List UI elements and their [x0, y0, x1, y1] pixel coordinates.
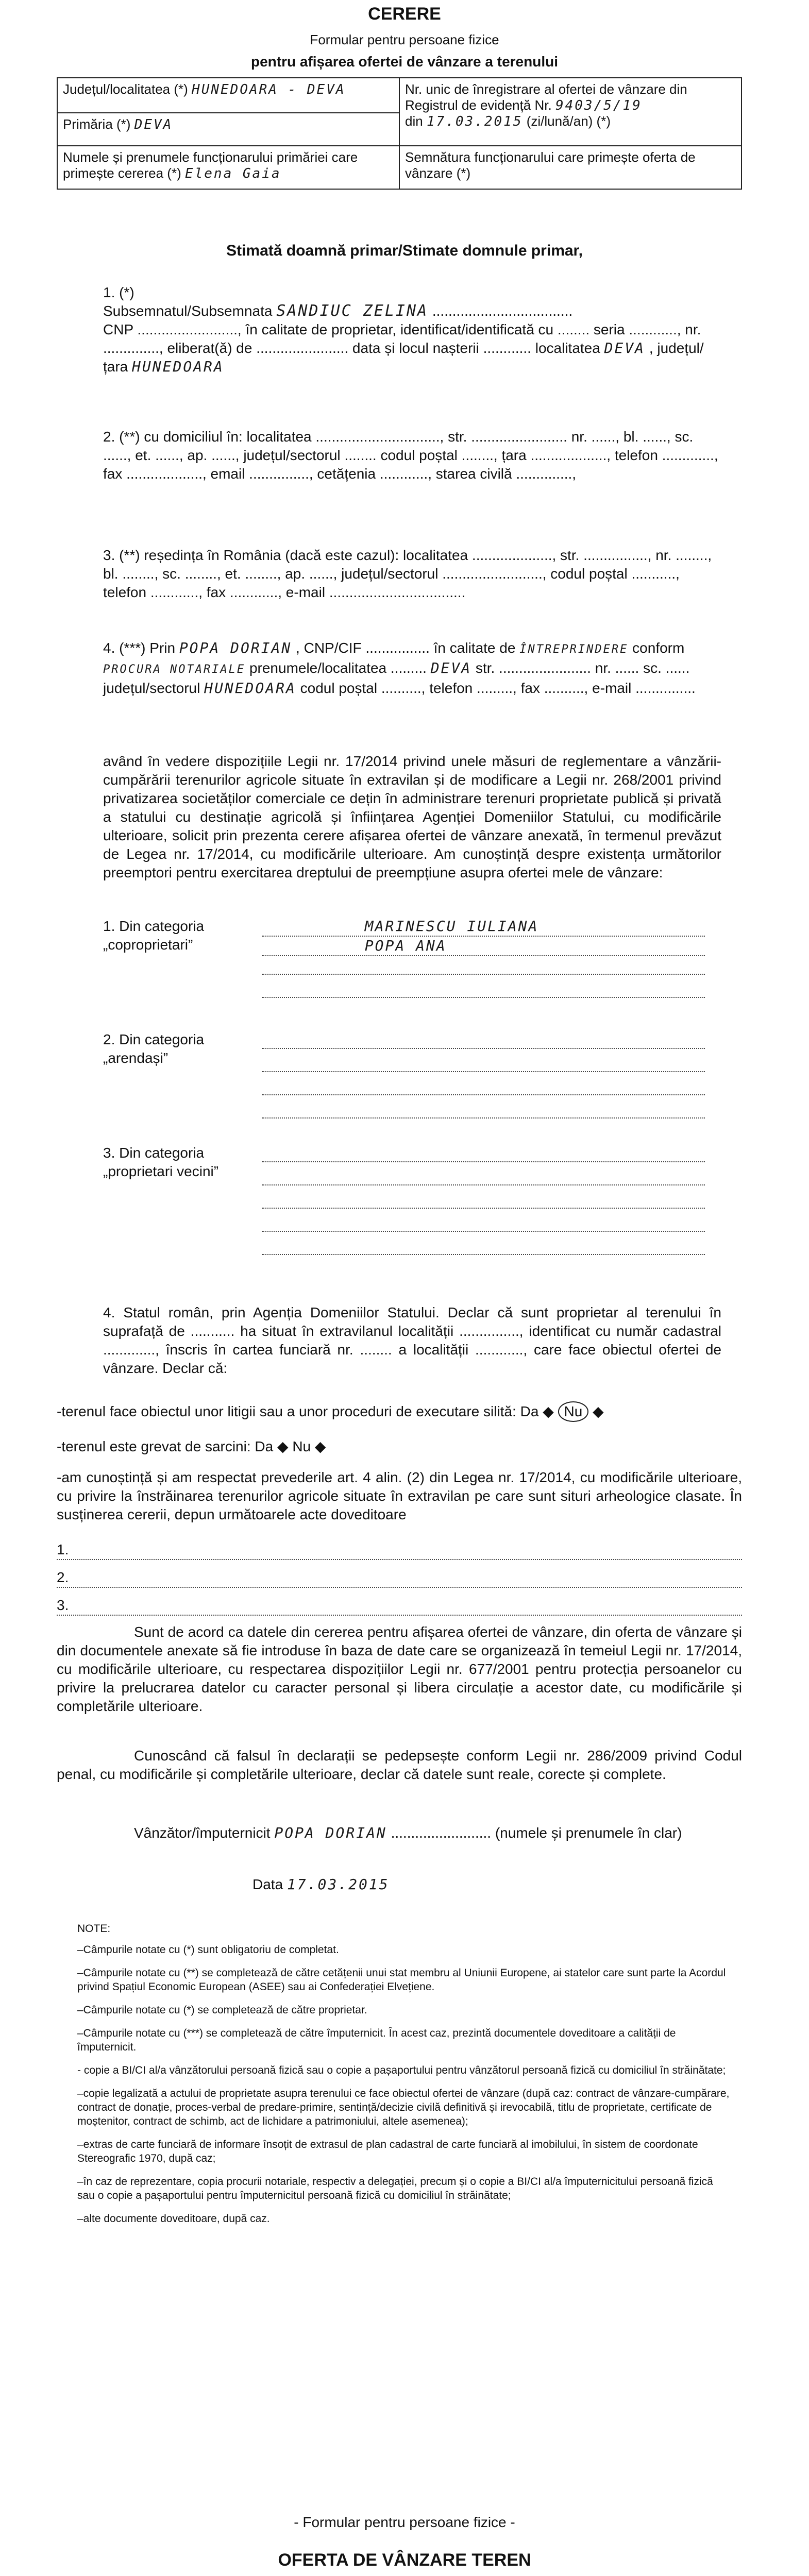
s4-conform: conform: [632, 640, 685, 656]
primaria-cell: [57, 113, 399, 146]
subsemnatul-label: Subsemnatul/Subsemnata: [103, 303, 273, 319]
s4-text: prenumele/localitatea .........: [249, 660, 427, 676]
judet-tara-label: , județul/țara: [103, 340, 704, 375]
decl1-text: -terenul face obiectul unor litigii sau a unor proceduri de executare silită: Da: [57, 1403, 539, 1419]
judet-tara-value: HUNEDOARA: [132, 358, 224, 375]
data-sign-label: Data: [252, 1876, 283, 1892]
vanzator-suffix: (numele și prenumele în clar): [495, 1825, 682, 1841]
note-item: –Câmpurile notate cu (**) se completează de către cetățenii unui stat membru al Uniunii Europene, ai statelor care sunt parte la Acordul privind Spațiul Economic European (ASEE) sau ai Confederației Elvețiene.: [77, 1967, 726, 1993]
vanzator-label: Vânzător/împuternicit: [134, 1825, 271, 1841]
cunoscand-fals: Cunoscând că falsul în declarații se pedepsește conform Legii nr. 286/2009 privind Codul penal, cu modificările și completările ulterioare, declar că datele sunt reale, corecte și complete.: [57, 1748, 742, 1782]
s4-calitate-value: ÎNTREPRINDERE: [519, 643, 629, 656]
nr-cell: [399, 78, 741, 146]
imputernicit-name: POPA DORIAN: [179, 639, 292, 656]
note-item: - copie a BI/CI al/a vânzătorului persoană fizică sau o copie a pașaportului pentru vânzătorul persoană fizică cu domiciliul în străinătate;: [77, 2064, 726, 2076]
coproprietar-1: MARINESCU IULIANA: [364, 918, 539, 935]
section-1: 1. (*) Subsemnatul/Subsemnata SANDIUC ZELINA ................................... CNP ........................., în calitate de proprietar, identificat/identificată cu ........ seria ............, nr. .............., eliberat(ă) de ....................... data și locul nașterii ............ localitatea DEVA , județul/țara HUNEDOARA: [103, 283, 721, 376]
category-coproprietari: [103, 917, 721, 1003]
s4-str: str. ....................... nr. ...... sc. ...... județul/sectorul: [103, 660, 690, 696]
stat-roman-section: 4. Statul român, prin Agenția Domeniilor Statului. Declar că sunt proprietar al terenului în suprafață de ........... ha situat în extravilanul localității ..............., identificat cu număr cadastral ............., înscris în cartea funciară nr. ........ a localității ............, care face obiectul ofertei de vânzare. Declar că:: [103, 1304, 721, 1376]
cat2-label: 2. Din categoria „arendași”: [103, 1031, 205, 1066]
declaratie-situri: -am cunoștință și am respectat prevederile art. 4 alin. (2) din Legea nr. 17/2014, cu modificările ulterioare, cu privire la înstrăinarea terenurilor agricole situate în extravilan pe care sunt situri arheologice clasate. În susținerea cererii, depun următoarele acte doveditoare: [57, 1469, 742, 1522]
vanzator-value: POPA DORIAN: [274, 1824, 387, 1841]
loc-nastere: DEVA: [604, 340, 646, 357]
decl1-nu: Nu: [558, 1401, 589, 1422]
note-item: –Câmpurile notate cu (*) sunt obligatoriu de completat.: [77, 1944, 339, 1956]
s4-loc: DEVA: [430, 659, 472, 676]
cnp-text: CNP ........................., în calitate de proprietar, identificat/identificată cu ........ seria ............, nr. .............., eliberat(ă) de ....................... data și locul nașterii ............ localitatea: [103, 321, 701, 356]
s4-intro: 4. (***) Prin: [103, 640, 176, 656]
data-label: din: [405, 113, 423, 129]
data-suffix: (zi/lună/an) (*): [526, 113, 611, 129]
s4-cnp: , CNP/CIF: [296, 640, 362, 656]
note-title: NOTE:: [77, 1923, 111, 1935]
s4-calitate: în calitate de: [433, 640, 516, 656]
nr-value: 9403/5/19: [555, 98, 642, 113]
proprietar-name: SANDIUC ZELINA: [276, 302, 429, 320]
category-vecini: [103, 1144, 721, 1260]
s4-rest: codul poștal .........., telefon ........., fax .........., e-mail ...............: [300, 680, 696, 696]
note-item: –copie legalizată a actului de proprietate asupra terenului ce face obiectul ofertei de vânzare (după caz: contract de vânzare-cumpărare, contract de donație, proces-verbal de predare-primire, sentință/decizie civilă definitivă și irevocabilă, titlu de proprietate, certificate de moștenitor, contract de schimb, act de lichidare a patrimoniului, altele asemenea);: [77, 2088, 730, 2127]
note-item: –în caz de reprezentare, copia procurii notariale, respectiv a delegației, precum și o copie a BI/CI al/a împuternicitului persoană fizică sau o copie a pașaportului pentru împuternicitul persoană fizică cu domiciliul în străinătate;: [77, 2176, 713, 2201]
semnatura-label: [57, 1876, 134, 1892]
vanzator-line: Vânzător/împuternicit POPA DORIAN ......................... (numele și prenumele în clar): [57, 1824, 742, 1842]
legal-intro: având în vedere dispozițiile Legii nr. 17/2014 privind unele măsuri de reglementare a vânzării-cumpărării terenurilor agricole situate în extravilan și de modificare a Legii nr. 268/2001 privind privatizarea societăților comerciale ce dețin în administrare terenuri proprietate publică și privată a statului cu destinație agricolă și înființarea Agenției Domeniilor Statului, cu modificările ulterioare, solicit prin prezenta cerere afișarea ofertei de vânzare anexată, în termenul prevăzut de Legea nr. 17/2014, cu modificările ulterioare. Am cunoștință despre existența următorilor preemptori pentru exercitarea dreptului de preempțiune asupra ofertei mele de vânzare:: [103, 753, 721, 880]
act-1: 1.: [57, 1541, 69, 1557]
functionar-label: Numele și prenumele funcționarului primăriei care primește cererea (*): [63, 149, 358, 181]
offer-subtitle: - Formular pentru persoane fizice -: [294, 2514, 515, 2530]
act-3: 3.: [57, 1597, 69, 1613]
judet-label: Județul/localitatea (*): [63, 81, 188, 97]
judet-cell: [57, 78, 399, 113]
decl2-text: -terenul este grevat de sarcini: Da: [57, 1438, 274, 1454]
section-3: 3. (**) reședința în România (dacă este cazul): localitatea ...................., str. ................, nr. ........, bl. ........, sc. ........, et. ........, ap. ......, județul/sectorul ........................., codul poștal ..........., telefon ............, fax ............, e-mail ..................................: [103, 547, 712, 600]
semnatura-functionar-cell: [399, 146, 741, 189]
section-4: 4. (***) Prin POPA DORIAN , CNP/CIF ................ în calitate de ÎNTREPRINDERE conform PROCURA NOTARIALE prenumele/localitatea ......... DEVA str. ....................... nr. ...... sc. ...... județul/sectorul HUNEDOARA codul poștal .........., telefon ........., fax .........., e-mail ...............: [103, 639, 696, 697]
note-item: –extras de carte funciară de informare însoțit de extrasul de plan cadastral de carte funciară al imobilului, în sistem de coordonate Stereografic 1970, după caz;: [77, 2139, 698, 2164]
data-value: 17.03.2015: [426, 114, 523, 129]
note-item: –Câmpurile notate cu (***) se completează de către împuternicit. În acest caz, prezintă documentele doveditoare a calității de împuternicit.: [77, 2027, 676, 2053]
decl2-nu: Nu: [292, 1438, 311, 1454]
data-sign-value: 17.03.2015: [286, 1876, 390, 1893]
salutation: Stimată doamnă primar/Stimate domnule primar,: [226, 242, 583, 259]
act-2: 2.: [57, 1569, 69, 1585]
s4-judet: HUNEDOARA: [204, 680, 296, 697]
section-2: 2. (**) cu domiciliul în: localitatea ..............................., str. ........................ nr. ......, bl. ......, sc. ......, et. ......, ap. ......, județul/sectorul ........ codul poștal ........, țara ..................., telefon ............., fax ..................., email ..............., cetățenia ............, starea civilă ..............,: [103, 429, 718, 482]
acord-date: Sunt de acord ca datele din cererea pentru afișarea ofertei de vânzare, din oferta de vânzare și din documentele anexate să fie introduse în baza de date care se organizează în temeiul Legii nr. 17/2014, cu modificările ulterioare, cu respectarea dispozițiilor Legii nr. 677/2001 pentru protecția persoanelor cu privire la prelucrarea datelor cu caracter personal și libera circulație a acestor date, cu modificările și completările ulterioare.: [57, 1624, 742, 1714]
note-item: –Câmpurile notate cu (*) se completează de către proprietar.: [77, 2004, 367, 2016]
notes-page1: [77, 1922, 732, 2235]
declaratie-sarcini: -terenul este grevat de sarcini: Da ◆ Nu ◆: [57, 1438, 326, 1454]
section-1-num: 1. (*): [103, 284, 134, 300]
note-item: –alte documente doveditoare, după caz.: [77, 2213, 270, 2225]
coproprietar-2: POPA ANA: [364, 937, 447, 954]
category-arendasi: [103, 1030, 721, 1123]
functionar-value: Elena Gaia: [184, 166, 281, 181]
form-title: CERERE: [368, 4, 441, 24]
declaratie-litigii: -terenul face obiectul unor litigii sau a unor proceduri de executare silită: Da ◆ Nu ◆: [57, 1401, 742, 1422]
cat1-label: 1. Din categoria „coproprietari”: [103, 918, 205, 953]
registration-box: [57, 77, 742, 190]
form-subtitle: Formular pentru persoane fizice: [310, 32, 499, 47]
primaria-label: Primăria (*): [63, 116, 131, 132]
cat3-label: 3. Din categoria „proprietari vecini”: [103, 1145, 219, 1179]
semnatura-functionar-label: Semnătura funcționarului care primește oferta de vânzare (*): [405, 149, 696, 181]
form-purpose: pentru afișarea ofertei de vânzare a terenului: [251, 54, 558, 70]
functionar-cell: [57, 146, 399, 189]
semnatura-line: [57, 1875, 742, 1894]
s4-conform-value: PROCURA NOTARIALE: [103, 663, 246, 676]
primaria-value: DEVA: [134, 117, 173, 132]
judet-value: HUNEDOARA - DEVA: [192, 82, 346, 97]
nr-label: Nr. unic de înregistrare al ofertei de vânzare din Registrul de evidență Nr.: [405, 81, 687, 113]
offer-title: OFERTA DE VÂNZARE TEREN: [278, 2550, 531, 2570]
acte-doveditoare: [57, 1540, 742, 1616]
